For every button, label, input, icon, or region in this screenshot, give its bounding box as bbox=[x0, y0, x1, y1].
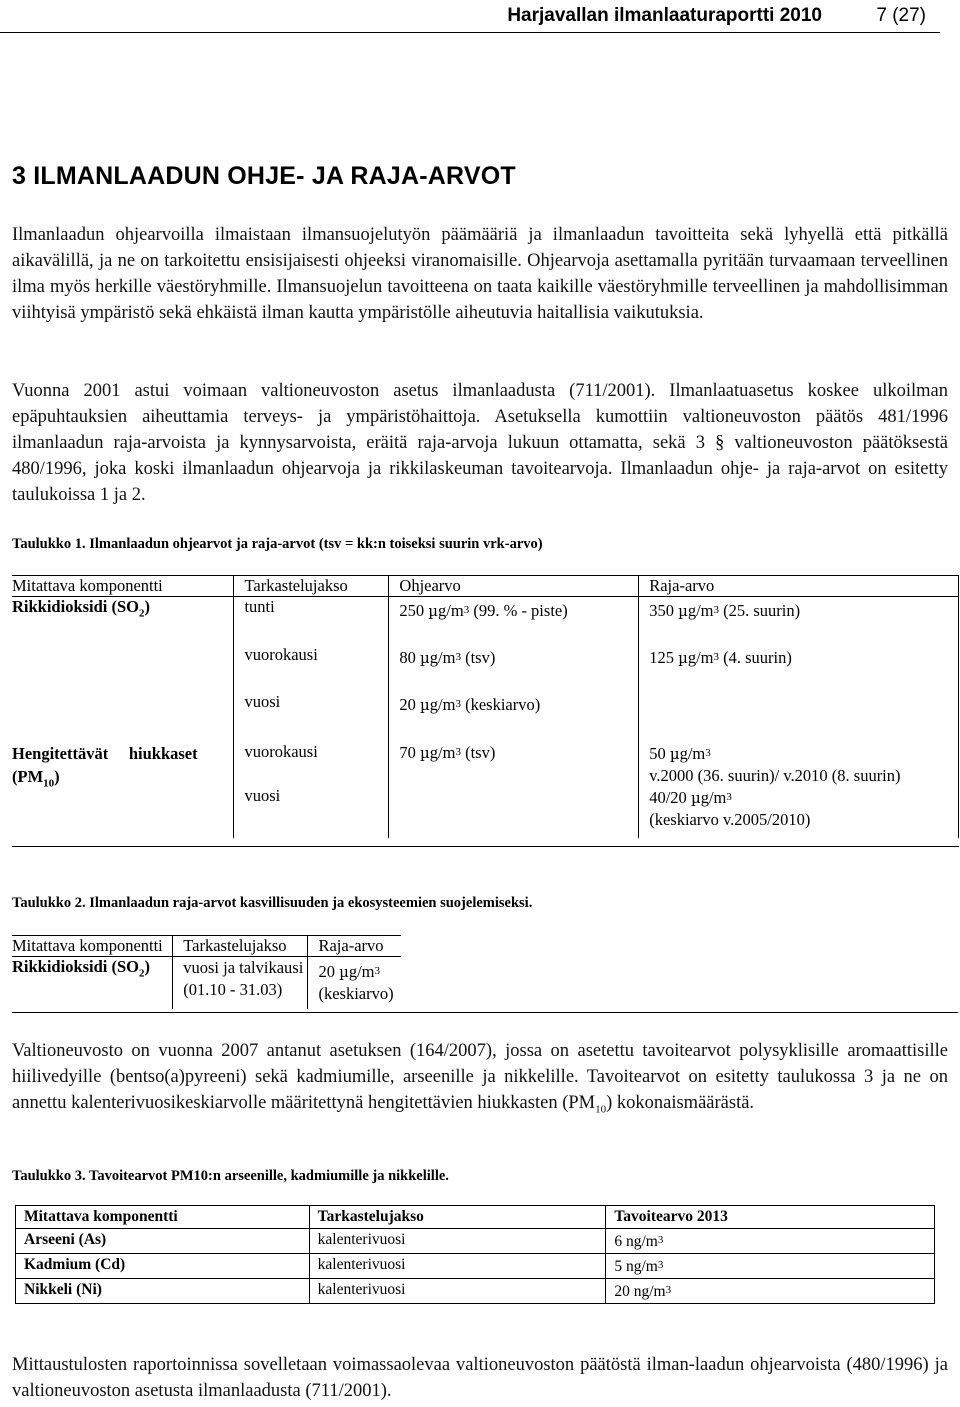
t1-period: vuosi bbox=[234, 692, 389, 739]
report-title: Harjavallan ilmanlaaturaportti 2010 bbox=[507, 5, 822, 26]
table2-bottom-rule bbox=[12, 1012, 958, 1013]
t1-component: Rikkidioksidi $(SO_2)$ bbox=[12, 597, 234, 645]
t1-guide: 250 $\mu g/m^3$ (99. % - piste) bbox=[389, 597, 639, 645]
t1-period: tunti bbox=[234, 597, 389, 645]
page-header bbox=[0, 2, 940, 33]
table-row: Arseeni (As) kalenterivuosi 6 $ng/m^3$ bbox=[16, 1229, 935, 1254]
t1-limit: 125 $\mu g/m^3$ (4. suurin) bbox=[639, 645, 959, 692]
table3-caption: Taulukko 3. Tavoitearvot PM10:n arseenille, kadmiumille ja nikkelille. bbox=[12, 1168, 449, 1184]
t1-period: vuorokausi bbox=[234, 645, 389, 692]
paragraph-4: Mittaustulosten raportoinnissa sovelletaan voimassaolevaa valtioneuvoston päätöstä ilman-laadun ohjearvoista (480/1996) ja valtioneuvoston asetusta ilmanlaadusta (711/2001). bbox=[12, 1355, 948, 1401]
table-2 bbox=[12, 935, 401, 1009]
section-title: 3 ILMANLAADUN OHJE- JA RAJA-ARVOT bbox=[12, 162, 516, 190]
t1-header: Tarkastelujakso bbox=[234, 576, 389, 597]
table-row: Nikkeli (Ni) kalenterivuosi 20 $ng/m^3$ bbox=[16, 1279, 935, 1304]
table-3 bbox=[15, 1205, 935, 1304]
t1-header: Raja-arvo bbox=[639, 576, 959, 597]
t1-guide: 20 $\mu g/m^3$ (keskiarvo) bbox=[389, 692, 639, 739]
paragraph-1: Ilmanlaadun ohjearvoilla ilmaistaan ilmansuojelutyön päämääriä ja ilmanlaadun tavoitteita sekä lyhyellä että pitkällä aikavälillä, ja ne on tarkoitettu ensisijaisesti ohjeeksi viranomaisille. Ohjearvoja asettamalla pyritään turvaamaan terveellinen ilma myös herkille väestöryhmille. Ilmansuojelun tavoitteena on taata kaikille väestöryhmille terveellinen ja mahdollisimman viihtyisä ympäristö sekä ehkäistä ilman kautta ympäristölle aiheutuvia haitallisia vaikutuksia. bbox=[12, 225, 948, 323]
page-number: 7 (27) bbox=[876, 5, 926, 26]
t3-header: Mitattava komponentti bbox=[16, 1206, 310, 1229]
t1-limit: 350 $\mu g/m^3$ (25. suurin) bbox=[639, 597, 959, 645]
paragraph-2: Vuonna 2001 astui voimaan valtioneuvoston asetus ilmanlaadusta (711/2001). Ilmanlaatuasetus koskee ulkoilman epäpuhtauksien aiheuttamia terveys- ja ympäristöhaittoja. Asetuksella kumottiin valtioneuvoston päätös 481/1996 ilmanlaadun raja-arvoista ja kynnysarvoista, eräitä raja-arvoja lukuun ottamatta, sekä 3 § valtioneuvoston päätöksestä 480/1996, joka koski ilmanlaadun ohjearvoja ja rikkilaskeuman tavoitearvoja. Ilmanlaadun ohje- ja raja-arvot on esitetty taulukoissa 1 ja 2. bbox=[12, 381, 948, 505]
t3-header: Tarkastelujakso bbox=[309, 1206, 606, 1229]
t1-guide: 70 $\mu g/m^3$ (tsv) bbox=[389, 739, 639, 786]
table1-bottom-rule bbox=[12, 846, 959, 847]
t2-period: vuosi ja talvikausi (01.10 - 31.03) bbox=[173, 957, 308, 1009]
table1-caption: Taulukko 1. Ilmanlaadun ohjearvot ja raja-arvot (tsv = kk:n toiseksi suurin vrk-arvo) bbox=[12, 536, 543, 552]
t1-guide bbox=[389, 786, 639, 838]
t1-limit: 50 $\mu g/m^3$ v.2000 (36. suurin)/ v.2010 (8. suurin) bbox=[639, 739, 959, 786]
t1-period: vuosi bbox=[234, 786, 389, 838]
t1-limit bbox=[639, 692, 959, 739]
paragraph-3: Valtioneuvosto on vuonna 2007 antanut asetuksen (164/2007), jossa on asetettu tavoitearvot polysyklisille aromaattisille hiilivedyille (bentso(a)pyreeni) sekä kadmiumille, arseenille ja nikkelille. Tavoitearvot on esitetty taulukossa 3 ja ne on annettu kalenterivuosikeskiarvolle määritettynä hengitettävien hiukkasten $(PM_{10})$ kokonaismäärästä. bbox=[12, 1041, 948, 1116]
table-row: Kadmium (Cd) kalenterivuosi 5 $ng/m^3$ bbox=[16, 1254, 935, 1279]
t2-header: Raja-arvo bbox=[308, 936, 401, 957]
table2-caption: Taulukko 2. Ilmanlaadun raja-arvot kasvillisuuden ja ekosysteemien suojelemiseksi. bbox=[12, 895, 533, 911]
t2-header: Tarkastelujakso bbox=[173, 936, 308, 957]
t2-limit: 20 $\mu g/m^3$ (keskiarvo) bbox=[318, 962, 394, 1003]
t1-component: Hengitettävät hiukkaset $(PM_{10})$ bbox=[12, 739, 234, 838]
t1-period: vuorokausi bbox=[234, 739, 389, 786]
t2-component: Rikkidioksidi $(SO_2)$ bbox=[12, 957, 173, 1009]
t1-header: Mitattava komponentti bbox=[12, 576, 234, 597]
t2-header: Mitattava komponentti bbox=[12, 936, 173, 957]
t3-header: Tavoitearvo 2013 bbox=[606, 1206, 935, 1229]
t1-header: Ohjearvo bbox=[389, 576, 639, 597]
t1-limit: 40/20 $\mu g/m^3$ (keskiarvo v.2005/2010) bbox=[639, 786, 959, 838]
t1-guide: 80 $\mu g/m^3$ (tsv) bbox=[389, 645, 639, 692]
table-1 bbox=[12, 575, 959, 838]
